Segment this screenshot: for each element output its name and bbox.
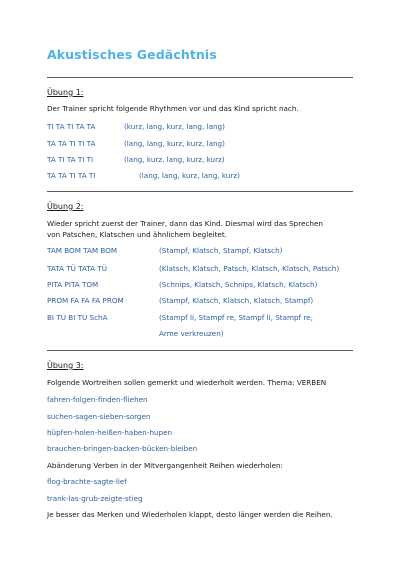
past-verb-row: flog-brachte-sagte-lief — [47, 477, 127, 486]
verb-row: hüpfen-holen-heißen-haben-hupen — [47, 428, 173, 437]
exercise-1-rhythm: TA TA TI TA TI — [47, 171, 96, 180]
exercise-1-words: (kurz, lang, kurz, lang, lang) — [124, 122, 225, 131]
exercise-2-intro: von Patschen, Klatschen und ähnlichem begleitet. — [47, 230, 227, 239]
page-title: Akustisches Gedächtnis — [47, 47, 217, 62]
divider — [47, 191, 353, 192]
exercise-1-rhythm: TI TA TI TA TA — [47, 122, 96, 131]
exercise-2-rhythm: BI TU BI TU SchA — [47, 313, 108, 322]
exercise-2-continuation: Arme verkreuzen) — [159, 329, 224, 338]
exercise-2-words: (Stampf, Klatsch, Klatsch, Klatsch, Stampf) — [159, 296, 314, 305]
exercise-2-rhythm: TAM BOM TAM BOM — [47, 246, 118, 255]
exercise-1-rhythm: TA TA TI TI TA — [47, 139, 96, 148]
exercise-2-rhythm: PITA PITA TOM — [47, 280, 99, 289]
divider — [47, 350, 353, 351]
exercise-3-outro: Je besser das Merken und Wiederholen klappt, desto länger werden die Reihen. — [47, 510, 333, 519]
verb-row: suchen-sagen-sieben-sorgen — [47, 412, 151, 421]
exercise-1-rhythm: TA TI TA TI TI — [47, 155, 94, 164]
exercise-2-words: (Stampf li, Stampf re, Stampf li, Stampf re, — [159, 313, 313, 322]
exercise-2-heading: Übung 2: — [47, 202, 84, 211]
exercise-3-past-intro: Abänderung Verben in der Mitvergangenheit Reihen wiederholen: — [47, 461, 283, 470]
exercise-1-words: (lang, lang, kurz, lang, kurz) — [139, 171, 240, 180]
exercise-1-intro: Der Trainer spricht folgende Rhythmen vor und das Kind spricht nach. — [47, 104, 299, 113]
exercise-2-intro: Wieder spricht zuerst der Trainer, dann das Kind. Diesmal wird das Sprechen — [47, 219, 323, 228]
divider — [47, 77, 353, 78]
exercise-2-words: (Schnips, Klatsch, Schnips, Klatsch, Klatsch) — [159, 280, 318, 289]
exercise-1-heading: Übung 1: — [47, 88, 84, 97]
exercise-2-words: (Klatsch, Klatsch, Patsch, Klatsch, Klatsch, Patsch) — [159, 264, 340, 273]
exercise-3-intro: Folgende Wortreihen sollen gemerkt und wiederholt werden. Thema: VERBEN — [47, 378, 327, 387]
exercise-2-rhythm: PROM FA FA FA PROM — [47, 296, 124, 305]
past-verb-row: trank-las-grub-zeigte-stieg — [47, 494, 143, 503]
verb-row: brauchen-bringen-backen-bücken-bleiben — [47, 444, 198, 453]
exercise-2-words: (Stampf, Klatsch, Stampf, Klatsch) — [159, 246, 283, 255]
exercise-3-heading: Übung 3: — [47, 361, 84, 370]
exercise-2-rhythm: TATA TÜ TATA TÜ — [47, 264, 108, 273]
verb-row: fahren-folgen-finden-fliehen — [47, 395, 148, 404]
exercise-1-words: (lang, lang, kurz, kurz, lang) — [124, 139, 225, 148]
exercise-1-words: (lang, kurz, lang, kurz, kurz) — [124, 155, 225, 164]
